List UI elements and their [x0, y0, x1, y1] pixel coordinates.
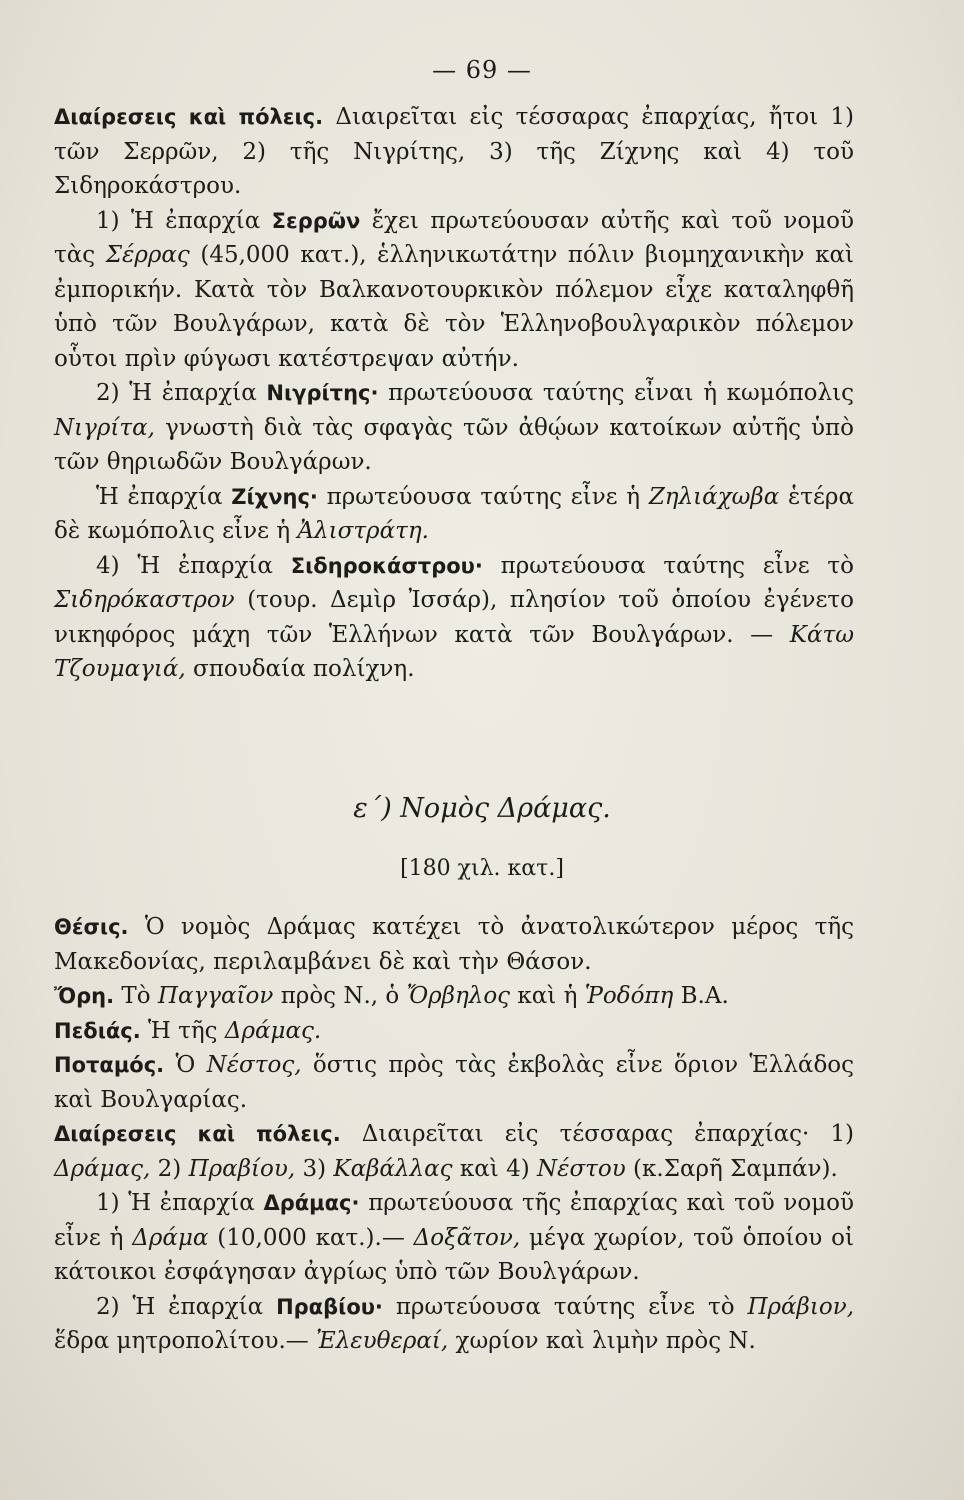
- page-number: — 69 —: [432, 56, 532, 84]
- text: ἑτέρα δὲ κωμόπολις εἶνε ἡ: [54, 483, 854, 544]
- paragraph-serron: [54, 204, 854, 377]
- text: 2) Ἡ ἐπαρχία: [96, 1293, 264, 1320]
- italic-dramas: Δράμας,: [54, 1155, 151, 1182]
- italic-ziliachova: Ζηλιάχωβα: [648, 483, 780, 510]
- text: 1) Ἡ ἐπαρχία: [96, 1190, 255, 1216]
- italic-rodopi: Ῥοδόπη: [584, 983, 674, 1009]
- bold-diaireseis: Διαίρεσεις καὶ πόλεις.: [54, 1122, 341, 1146]
- text: Ὁ: [175, 1052, 196, 1078]
- bold-praviou: Πραβίου·: [276, 1294, 383, 1319]
- population-note: [180 χιλ. κατ.]: [400, 856, 564, 881]
- bold-potamos: Ποταμός.: [54, 1053, 165, 1077]
- paragraph-sidirokastrou: [54, 549, 854, 687]
- text: πρωτεύουσα τῆς ἐπαρχίας καὶ τοῦ νομοῦ εἶνε ἡ: [54, 1190, 854, 1251]
- paragraph-pedias: [54, 1014, 854, 1049]
- paragraph-eparchia-dramas: [54, 1186, 854, 1290]
- section-heading-dramas: ε΄) Νομὸς Δράμας.: [353, 793, 611, 824]
- text: καὶ 4): [459, 1155, 530, 1182]
- paragraph-eparchia-praviou: [54, 1290, 854, 1359]
- text: πρωτεύουσα ταύτης εἶνε ἡ: [326, 483, 641, 510]
- paragraph-diaireseis-dramas: [54, 1117, 854, 1186]
- italic-serras: Σέρρας: [105, 242, 190, 268]
- text: Ἡ ἐπαρχία: [96, 483, 223, 510]
- bold-pedias: Πεδιάς.: [54, 1018, 141, 1043]
- text: Τὸ: [121, 983, 151, 1009]
- text: (τουρ. Δεμὶρ Ἰσσάρ), πλησίον τοῦ ὁποίου ἐγένετο νικηφόρος μάχη τῶν Ἑλλήνων κατὰ τῶν Βουλγάρων. —: [54, 587, 855, 648]
- italic-nestos: Νέστος,: [206, 1052, 302, 1078]
- text: ὅστις πρὸς τὰς ἐκβολὰς εἶνε ὅριον Ἑλλάδος καὶ Βουλγαρίας.: [54, 1052, 855, 1113]
- text-diaireseis: Διαιρεῖται εἰς τέσσαρας ἐπαρχίας, ἤτοι 1) τῶν Σερρῶν, 2) τῆς Νιγρίτης, 3) τῆς Ζίχνης καὶ 4) τοῦ Σιδηροκάστρου.: [54, 104, 855, 199]
- text: 1) Ἡ ἐπαρχία: [96, 207, 261, 234]
- text: Ὁ νομὸς Δράμας κατέχει τὸ ἀνατολικώτερον μέρος τῆς Μακεδονίας, περιλαμβάνει δὲ καὶ τὴν Θάσον.: [54, 914, 854, 975]
- nomos-dramas-text: [54, 910, 854, 1359]
- text: χωρίον καὶ λιμὴν πρὸς Ν.: [455, 1328, 756, 1354]
- bold-sidirokastrou: Σιδηροκάστρου·: [290, 553, 483, 578]
- bold-dramas: Δράμας·: [263, 1191, 360, 1215]
- text: πρωτεύουσα ταύτης εἶναι ἡ κωμόπολις: [388, 380, 855, 406]
- bold-serron: Σερρῶν: [271, 208, 361, 233]
- text: (κ.Σαρῆ Σαμπάν).: [633, 1155, 838, 1182]
- text: 3): [302, 1155, 327, 1182]
- paragraph-ori: [54, 979, 854, 1014]
- paragraph-zichnis: [54, 480, 854, 549]
- text: ἔχει πρωτεύουσαν αὐτῆς καὶ τοῦ νομοῦ τὰς: [54, 207, 854, 268]
- italic-praviou: Πραβίου,: [188, 1155, 296, 1182]
- text: 2) Ἡ ἐπαρχία: [96, 380, 257, 406]
- text: καὶ ἡ: [517, 983, 578, 1009]
- italic-kavallas: Καβάλλας: [333, 1155, 453, 1182]
- text: 4) Ἡ ἐπαρχία: [96, 552, 273, 579]
- italic-dramas: Δράμας.: [224, 1017, 322, 1044]
- text: (10,000 κατ.).—: [217, 1224, 405, 1251]
- italic-pravion: Πράβιον,: [747, 1293, 855, 1320]
- italic-eleftherai: Ἐλευθεραί,: [316, 1328, 449, 1354]
- bold-theseis: Θέσις.: [54, 915, 129, 939]
- italic-orvilos: Ὄρβηλος: [406, 983, 511, 1009]
- text: (45,000 κατ.), ἑλληνικωτάτην πόλιν βιομηχανικὴν καὶ ἐμπορικήν. Κατὰ τὸν Βαλκανοτουρκικὸν πόλεμον εἶχε καταληφθῆ ὑπὸ τῶν Βουλγάρων, κατὰ δὲ τὸν Ἑλληνοβουλγαρικὸν πόλεμον οὗτοι πρὶν φύγωσι κατέστρεψαν αὐτήν.: [54, 242, 855, 372]
- text: σπουδαία πολίχνη.: [193, 656, 415, 682]
- italic-doxaton: Δοξᾶτον,: [413, 1224, 521, 1251]
- italic-nestou: Νέστου: [536, 1155, 626, 1182]
- italic-drama: Δράμα: [132, 1224, 209, 1251]
- paragraph-potamos: [54, 1048, 854, 1117]
- text: 2): [157, 1155, 182, 1182]
- nomos-serron-text: [54, 100, 854, 687]
- text: Διαιρεῖται εἰς τέσσαρας ἐπαρχίας· 1): [361, 1121, 854, 1147]
- bold-zichnis: Ζίχνης·: [231, 484, 318, 509]
- text: μέγα χωρίον, τοῦ ὁποίου οἱ κάτοικοι ἐσφάγησαν ἀγρίως ὑπὸ τῶν Βουλγάρων.: [54, 1224, 854, 1285]
- italic-paggaion: Παγγαῖον: [157, 983, 274, 1009]
- paragraph-nigritis: [54, 376, 854, 480]
- italic-nigrita: Νιγρίτα,: [54, 414, 155, 441]
- text: πρωτεύουσα ταύτης εἶνε τὸ: [395, 1293, 735, 1320]
- paragraph-theseis: [54, 910, 854, 979]
- italic-sidirokastron: Σιδηρόκαστρον: [54, 587, 235, 613]
- text: πρὸς Ν., ὁ: [280, 983, 400, 1009]
- italic-kato-tzoumagia: Κάτω Τζουμαγιά,: [54, 621, 854, 682]
- heading-diaireseis: Διαίρεσεις καὶ πόλεις.: [54, 105, 324, 129]
- text: Β.Α.: [680, 983, 729, 1009]
- text: Ἡ τῆς: [148, 1017, 218, 1044]
- text: πρωτεύουσα ταύτης εἶνε τὸ: [500, 552, 854, 579]
- text: ἕδρα μητροπολίτου.—: [54, 1328, 309, 1354]
- italic-alistrati: Ἀλιστράτη.: [297, 518, 429, 544]
- paragraph-diaireseis: [54, 100, 854, 204]
- bold-ori: Ὄρη.: [54, 984, 115, 1008]
- bold-nigritis: Νιγρίτης·: [266, 381, 379, 405]
- text: γνωστὴ διὰ τὰς σφαγὰς τῶν ἀθῴων κατοίκων αὐτῆς ὑπὸ τῶν θηριωδῶν Βουλγάρων.: [54, 414, 854, 475]
